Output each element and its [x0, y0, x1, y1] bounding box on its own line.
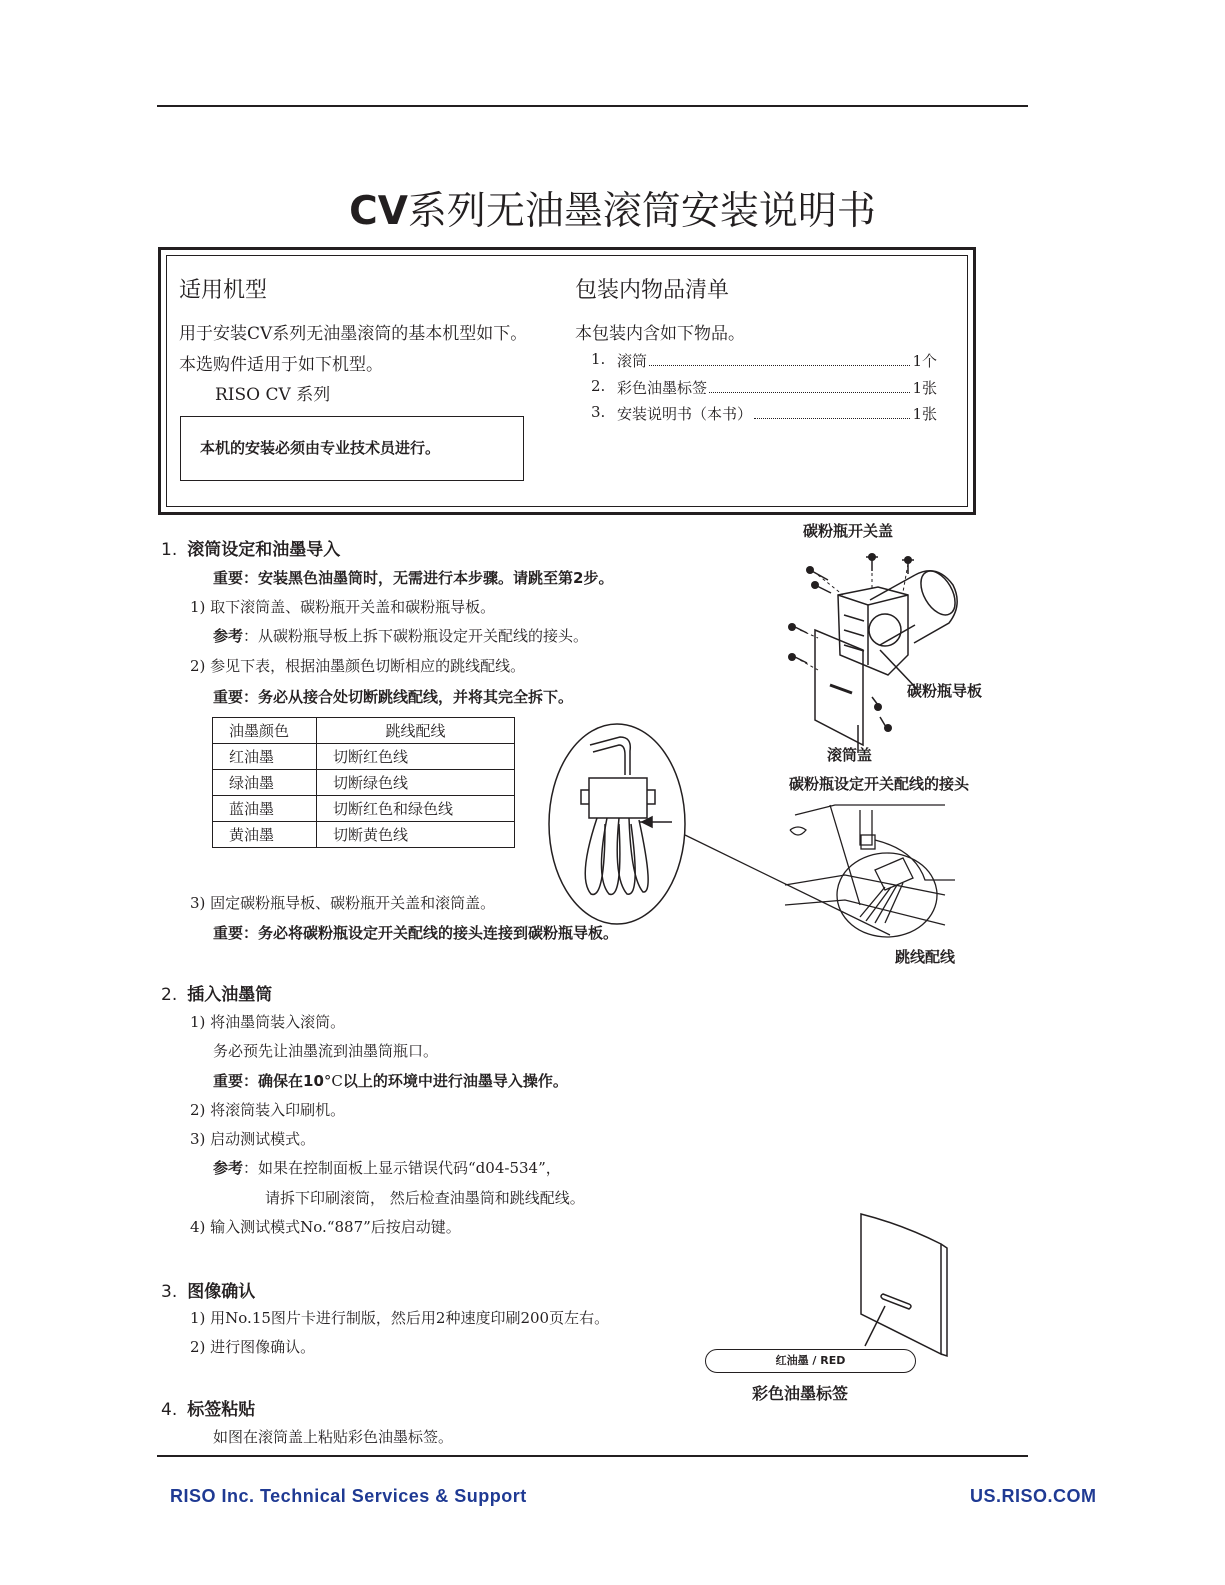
applicable-model: RISO CV 系列	[215, 385, 331, 405]
section2-ref: 参考：如果在控制面板上显示错误代码“d04-534”，	[213, 1159, 561, 1177]
section2-step1b: 务必预先让油墨流到油墨筒瓶口。	[213, 1042, 439, 1060]
label-switch-connector: 碳粉瓶设定开关配线的接头	[789, 775, 970, 793]
section1-step1: 1) 取下滚筒盖、碳粉瓶开关盖和碳粉瓶导板。	[190, 598, 496, 616]
package-heading: 包装内物品清单	[575, 278, 730, 303]
section2-step3: 3) 启动测试模式。	[190, 1130, 316, 1148]
top-rule	[157, 105, 1028, 107]
section1-ref1: 参考：从碳粉瓶导板上拆下碳粉瓶设定开关配线的接头。	[213, 627, 589, 645]
wiring-illustration	[685, 795, 975, 945]
section2-step1: 1) 将油墨筒装入滚筒。	[190, 1013, 346, 1031]
warning-text: 本机的安装必须由专业技术员进行。	[200, 439, 441, 457]
label-toner-guide: 碳粉瓶导板	[907, 682, 983, 700]
ink-jumper-table	[212, 717, 515, 848]
section1-important1: 重要：安装黑色油墨筒时，无需进行本步骤。请跳至第2步。	[213, 569, 614, 587]
section2-important: 重要：确保在10°C以上的环境中进行油墨导入操作。	[213, 1072, 568, 1090]
table-row: 绿油墨 切断绿色线	[213, 770, 515, 796]
table-row: 蓝油墨 切断红色和绿色线	[213, 796, 515, 822]
footer-left: RISO Inc. Technical Services & Support	[170, 1486, 527, 1506]
footer-link[interactable]: US.RISO.COM	[970, 1486, 1097, 1506]
warning-box	[180, 416, 524, 481]
section3-step2: 2) 进行图像确认。	[190, 1338, 316, 1356]
section2-step4: 4) 输入测试模式No.“887”后按启动键。	[190, 1218, 461, 1236]
color-ink-label-sample: 红油墨 / RED	[705, 1349, 916, 1373]
section2-heading: 2. 插入油墨筒	[161, 985, 273, 1005]
section1-important3: 重要：务必将碳粉瓶设定开关配线的接头连接到碳粉瓶导板。	[213, 924, 619, 942]
section2-ref-line2: 请拆下印刷滚筒， 然后检查油墨筒和跳线配线。	[265, 1189, 585, 1207]
table-row: 黄油墨 切断黄色线	[213, 822, 515, 848]
label-drum-cover: 滚筒盖	[827, 746, 873, 764]
table-row: 红油墨 切断红色线	[213, 744, 515, 770]
section4-heading: 4. 标签粘贴	[161, 1400, 256, 1420]
page-title: CV系列无油墨滚筒安装说明书	[349, 189, 876, 234]
label-jumper: 跳线配线	[895, 948, 956, 966]
section1-heading: 1. 滚筒设定和油墨导入	[161, 540, 341, 560]
section3-heading: 3. 图像确认	[161, 1282, 256, 1302]
package-item-1: 1. 滚筒 1个	[591, 350, 937, 370]
package-item-3: 3. 安装说明书（本书） 1张	[591, 403, 937, 423]
bottom-rule	[157, 1455, 1028, 1457]
label-toner-switch-cover: 碳粉瓶开关盖	[803, 522, 894, 540]
drum-assembly-illustration	[780, 545, 983, 760]
package-item-2: 2. 彩色油墨标签 1张	[591, 377, 937, 397]
section1-step3: 3) 固定碳粉瓶导板、碳粉瓶开关盖和滚筒盖。	[190, 894, 496, 912]
section4-text: 如图在滚筒盖上粘贴彩色油墨标签。	[213, 1428, 454, 1446]
label-color-ink-caption: 彩色油墨标签	[752, 1384, 849, 1403]
jumper-closeup-illustration	[545, 720, 695, 930]
section2-step2: 2) 将滚筒装入印刷机。	[190, 1101, 346, 1119]
section1-important2: 重要：务必从接合处切断跳线配线，并将其完全拆下。	[213, 688, 574, 706]
drum-cover-label-illustration	[855, 1210, 955, 1360]
applicable-heading: 适用机型	[179, 278, 268, 303]
section3-step1: 1) 用No.15图片卡进行制版，然后用2种速度印刷200页左右。	[190, 1309, 610, 1327]
applicable-line1: 用于安装CV系列无油墨滚筒的基本机型如下。	[179, 324, 528, 344]
package-intro: 本包装内含如下物品。	[575, 324, 745, 344]
section1-step2: 2) 参见下表，根据油墨颜色切断相应的跳线配线。	[190, 657, 526, 675]
applicable-line2: 本选购件适用于如下机型。	[179, 355, 383, 375]
table-header-row: 油墨颜色 跳线配线	[213, 718, 515, 744]
